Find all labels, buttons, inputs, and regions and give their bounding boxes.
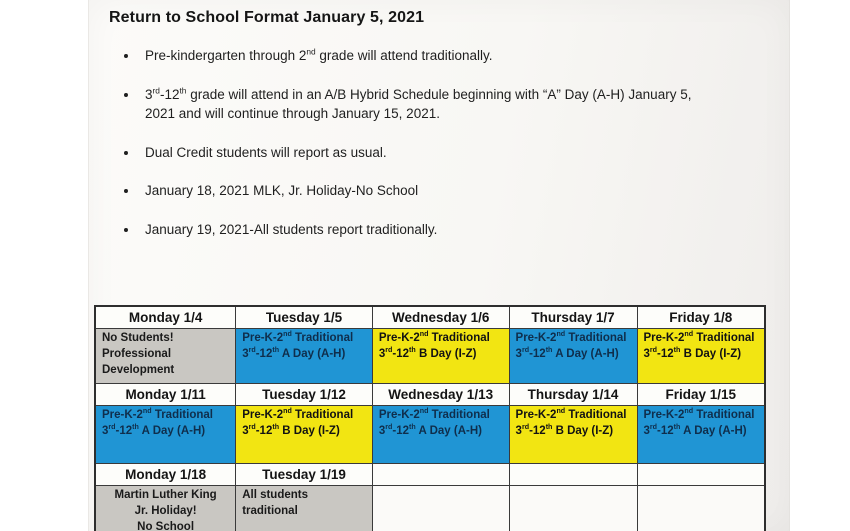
document-paper bbox=[88, 0, 790, 531]
day-header-cell: Friday 1/8 bbox=[637, 306, 765, 329]
cell-line: Pre-K-2nd Traditional bbox=[378, 330, 490, 344]
day-header-row bbox=[95, 464, 765, 486]
cell-line: Pre-K-2nd Traditional bbox=[515, 330, 627, 344]
bullet-item: • January 18, 2021 MLK, Jr. Holiday-No School bbox=[139, 181, 724, 201]
cell-line: All students bbox=[242, 489, 308, 501]
cell-line: Pre-K-2nd Traditional bbox=[102, 407, 213, 421]
schedule-cell bbox=[95, 329, 236, 384]
cell-line: Development bbox=[102, 363, 175, 376]
schedule-cell bbox=[637, 486, 765, 531]
schedule-cell bbox=[509, 406, 637, 464]
schedule-content-row bbox=[95, 329, 765, 384]
day-header-row bbox=[95, 384, 765, 406]
schedule-cell bbox=[637, 406, 765, 464]
day-header-cell: Monday 1/18 bbox=[95, 464, 236, 486]
cell-line: Pre-K-2nd Traditional bbox=[242, 330, 354, 344]
day-header-cell: Thursday 1/7 bbox=[509, 306, 637, 329]
bullet-item: • Pre-kindergarten through 2nd grade will attend traditionally. bbox=[139, 46, 724, 66]
day-header-cell: Tuesday 1/19 bbox=[236, 464, 373, 486]
day-header-cell: Wednesday 1/6 bbox=[372, 306, 509, 329]
cell-line: Professional bbox=[102, 347, 172, 360]
cell-line: 3rd-12th B Day (I-Z) bbox=[242, 423, 340, 437]
page-title: Return to School Format January 5, 2021 bbox=[109, 9, 425, 26]
schedule-content-row bbox=[95, 486, 765, 531]
schedule-cell bbox=[236, 329, 373, 384]
day-header-cell bbox=[637, 464, 765, 486]
schedule-cell bbox=[95, 486, 236, 531]
schedule-table-body bbox=[95, 306, 765, 531]
day-header-cell: Thursday 1/14 bbox=[509, 384, 637, 406]
cell-line: traditional bbox=[242, 504, 298, 517]
schedule-cell bbox=[95, 406, 236, 464]
cell-line: 3rd-12th B Day (I-Z) bbox=[378, 346, 477, 360]
bullet-item: • 3rd-12th grade will attend in an A/B Hybrid Schedule beginning with “A” Day (A-H) January 5, 2021 and will continue through January 15, 2021. bbox=[139, 85, 724, 124]
day-header-cell: Tuesday 1/5 bbox=[236, 306, 373, 329]
bullet-item: • January 19, 2021-All students report traditionally. bbox=[139, 220, 724, 240]
schedule-cell bbox=[509, 329, 637, 384]
schedule-table-wrap bbox=[94, 305, 766, 531]
cell-line: Jr. Holiday! bbox=[134, 504, 197, 517]
cell-line: 3rd-12th A Day (A-H) bbox=[643, 423, 747, 437]
cell-line: No School bbox=[137, 520, 195, 531]
schedule-cell bbox=[236, 486, 373, 531]
cell-line: Pre-K-2nd Traditional bbox=[643, 407, 755, 421]
day-header-row bbox=[95, 306, 765, 329]
cell-line: Pre-K-2nd Traditional bbox=[515, 407, 627, 421]
cell-line: 3rd-12th A Day (A-H) bbox=[378, 423, 482, 437]
schedule-cell bbox=[372, 329, 509, 384]
cell-line: Martin Luther King bbox=[114, 489, 217, 501]
schedule-content-row bbox=[95, 406, 765, 464]
cell-line: 3rd-12th A Day (A-H) bbox=[102, 423, 206, 437]
day-header-cell: Tuesday 1/12 bbox=[236, 384, 373, 406]
bullet-list bbox=[89, 46, 724, 258]
day-header-cell: Monday 1/11 bbox=[95, 384, 236, 406]
day-header-cell: Monday 1/4 bbox=[95, 306, 236, 329]
day-header-cell: Friday 1/15 bbox=[637, 384, 765, 406]
cell-line: Pre-K-2nd Traditional bbox=[643, 330, 755, 344]
schedule-cell bbox=[509, 486, 637, 531]
cell-line: 3rd-12th A Day (A-H) bbox=[515, 346, 619, 360]
schedule-table bbox=[94, 305, 766, 531]
cell-line: Pre-K-2nd Traditional bbox=[242, 407, 354, 421]
schedule-cell bbox=[236, 406, 373, 464]
cell-line: Pre-K-2nd Traditional bbox=[378, 407, 490, 421]
cell-line: 3rd-12th B Day (I-Z) bbox=[515, 423, 614, 437]
cell-line: No Students! bbox=[102, 332, 174, 344]
schedule-cell bbox=[637, 329, 765, 384]
day-header-cell bbox=[509, 464, 637, 486]
cell-line: 3rd-12th B Day (I-Z) bbox=[643, 346, 742, 360]
day-header-cell bbox=[372, 464, 509, 486]
schedule-cell bbox=[372, 406, 509, 464]
bullet-item: • Dual Credit students will report as usual. bbox=[139, 143, 724, 163]
cell-line: 3rd-12th A Day (A-H) bbox=[242, 346, 346, 360]
schedule-cell bbox=[372, 486, 509, 531]
day-header-cell: Wednesday 1/13 bbox=[372, 384, 509, 406]
